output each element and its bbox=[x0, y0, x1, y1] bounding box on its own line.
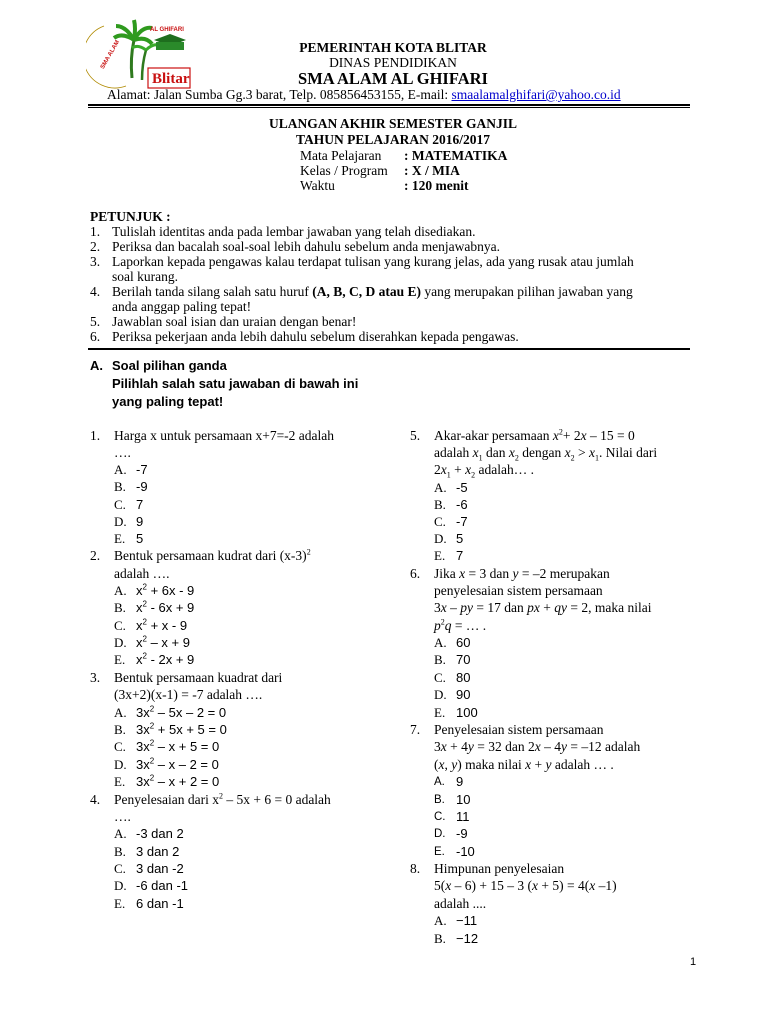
instructions-divider bbox=[88, 348, 690, 350]
question-text-part: Bentuk persamaan kudrat dari (x-3) bbox=[114, 548, 307, 563]
instruction-text bbox=[112, 284, 633, 300]
option-text: 70 bbox=[456, 652, 471, 667]
option-text: 80 bbox=[456, 670, 471, 685]
option-letter[interactable]: E. bbox=[434, 705, 446, 720]
question-text: Jika x = 3 dan y = –2 merupakan bbox=[434, 566, 610, 581]
option-letter[interactable]: A. bbox=[114, 705, 127, 720]
option-letter[interactable]: B. bbox=[434, 497, 446, 512]
option-letter[interactable]: B. bbox=[114, 479, 126, 494]
option-letter[interactable]: C. bbox=[434, 811, 446, 823]
meta-class-label: Kelas / Program bbox=[300, 163, 388, 178]
option-letter[interactable]: B. bbox=[434, 794, 445, 806]
instruction-number: 5. bbox=[90, 314, 101, 329]
header-government: PEMERINTAH KOTA BLITAR bbox=[299, 40, 487, 55]
option-text: 11 bbox=[456, 809, 470, 824]
option-letter[interactable]: E. bbox=[434, 548, 446, 563]
question-number: 7. bbox=[410, 722, 421, 737]
question-number: 4. bbox=[90, 792, 101, 807]
option-text: $x^2 + x - 9$ bbox=[136, 617, 188, 633]
instruction-bold-choices: (A, B, C, D atau E) bbox=[312, 284, 421, 299]
address-text: Alamat: Jalan Sumba Gg.3 barat, Telp. 085856453155, E-mail: bbox=[107, 87, 452, 102]
option-letter[interactable]: A. bbox=[434, 480, 447, 495]
instructions-heading: PETUNJUK : bbox=[90, 209, 171, 224]
option-text: $3x^2 - x - 2 = 0$ bbox=[136, 756, 219, 772]
question-text: Bentuk persamaan kuadrat dari bbox=[114, 670, 283, 685]
option-letter[interactable]: D. bbox=[114, 635, 127, 650]
option-text: 6 dan -1 bbox=[136, 896, 184, 911]
option-letter[interactable]: C. bbox=[114, 739, 126, 754]
header-school-name: SMA ALAM AL GHIFARI bbox=[298, 69, 488, 88]
exam-year: TAHUN PELAJARAN 2016/2017 bbox=[295, 132, 490, 147]
instruction-number: 3. bbox=[90, 254, 101, 269]
option-text: $3x^2 + 5x + 5 = 0$ bbox=[136, 721, 227, 737]
question-text: Penyelesaian dari $x^2 - 5x + 6 = 0$ adalah bbox=[114, 791, 331, 807]
option-letter[interactable]: A. bbox=[434, 635, 447, 650]
header-divider-thin bbox=[88, 107, 690, 108]
option-letter[interactable]: A. bbox=[434, 913, 447, 928]
option-text: −12 bbox=[456, 931, 479, 946]
option-letter[interactable]: E. bbox=[114, 531, 126, 546]
question-text-cont: …. bbox=[114, 809, 131, 824]
meta-time-label: Waktu bbox=[300, 178, 335, 193]
email-link[interactable]: smaalamalghifari@yahoo.co.id bbox=[451, 87, 621, 102]
option-letter[interactable]: D. bbox=[114, 878, 127, 893]
option-text: 7 bbox=[136, 497, 144, 512]
instruction-text: Periksa dan bacalah soal-soal lebih dahulu sebelum anda menjawabnya. bbox=[112, 239, 500, 254]
option-letter[interactable]: D. bbox=[434, 531, 447, 546]
instruction-text: Periksa pekerjaan anda lebih dahulu sebelum diserahkan kepada pengawas. bbox=[112, 329, 519, 344]
option-text: −11 bbox=[456, 913, 478, 928]
meta-subject-value: : MATEMATIKA bbox=[404, 148, 508, 163]
option-text: -6 bbox=[456, 497, 468, 512]
option-letter[interactable]: B. bbox=[434, 652, 446, 667]
question-text-cont: 5(x – 6) + 15 – 3 (x + 5) = 4(x –1) bbox=[434, 878, 617, 893]
question-text-cont: adalah …. bbox=[114, 566, 170, 581]
option-letter[interactable]: E. bbox=[114, 774, 126, 789]
option-text: $x^2 + 6x - 9$ bbox=[136, 582, 195, 598]
instruction-part: Berilah tanda silang salah satu huruf bbox=[112, 284, 313, 299]
question-text-cont: adalah $x_1$ dan $x_2$ dengan $x_2 > x_1$. Nilai dari bbox=[434, 445, 658, 463]
option-letter[interactable]: C. bbox=[114, 861, 126, 876]
meta-class-value: : X / MIA bbox=[404, 163, 460, 178]
option-text: 3 dan -2 bbox=[136, 861, 184, 876]
option-text: 90 bbox=[456, 687, 471, 702]
instruction-number: 6. bbox=[90, 329, 101, 344]
option-letter[interactable]: D. bbox=[114, 514, 127, 529]
question-text: Penyelesaian sistem persamaan bbox=[434, 722, 604, 737]
option-text: 7 bbox=[456, 548, 464, 563]
section-letter: A. bbox=[90, 358, 103, 373]
option-letter[interactable]: E. bbox=[114, 652, 126, 667]
instruction-number: 4. bbox=[90, 284, 101, 299]
option-text: -7 bbox=[456, 514, 468, 529]
option-letter[interactable]: D. bbox=[434, 828, 446, 840]
option-text: $x^2 - 2x + 9$ bbox=[136, 651, 195, 667]
question-number: 6. bbox=[410, 566, 421, 581]
svg-text:AL GHIFARI: AL GHIFARI bbox=[150, 27, 184, 33]
option-text: $x^2 - 6x + 9$ bbox=[136, 599, 195, 615]
question-text bbox=[114, 548, 311, 564]
option-letter[interactable]: C. bbox=[434, 514, 446, 529]
option-text: $x^2 - x + 9$ bbox=[136, 634, 190, 650]
option-text: 5 bbox=[136, 531, 144, 546]
exam-title: ULANGAN AKHIR SEMESTER GANJIL bbox=[269, 116, 517, 131]
section-instruction-cont: yang paling tepat! bbox=[112, 394, 224, 409]
option-letter[interactable]: A. bbox=[114, 826, 127, 841]
section-instruction: Pilihlah salah satu jawaban di bawah ini bbox=[112, 376, 359, 391]
question-number: 5. bbox=[410, 428, 421, 443]
question-number: 3. bbox=[90, 670, 101, 685]
svg-text:Blitar: Blitar bbox=[152, 71, 190, 87]
option-letter[interactable]: D. bbox=[434, 687, 447, 702]
option-text: -7 bbox=[136, 462, 148, 477]
option-letter[interactable]: A. bbox=[114, 462, 127, 477]
section-title: Soal pilihan ganda bbox=[112, 358, 227, 373]
header-address bbox=[107, 87, 621, 103]
option-text: -6 dan -1 bbox=[136, 878, 189, 893]
option-letter[interactable]: B. bbox=[434, 931, 446, 946]
question-number: 2. bbox=[90, 548, 101, 563]
option-letter[interactable]: E. bbox=[114, 896, 126, 911]
option-text: $3x^2 - x + 2 = 0$ bbox=[136, 773, 220, 789]
option-text: -9 bbox=[136, 479, 148, 494]
question-number: 1. bbox=[90, 428, 101, 443]
question-text-cont: 3x – py = 17 dan px + qy = 2, maka nilai bbox=[434, 600, 652, 615]
instruction-text: Laporkan kepada pengawas kalau terdapat tulisan yang kurang jelas, ada yang rusak atau jumlah bbox=[112, 254, 634, 269]
option-text: 9 bbox=[456, 774, 464, 789]
header-department: DINAS PENDIDIKAN bbox=[329, 55, 457, 70]
meta-subject-label: Mata Pelajaran bbox=[300, 148, 382, 163]
question-text-cont: …. bbox=[114, 445, 131, 460]
option-text: -3 dan 2 bbox=[136, 826, 184, 841]
instruction-text: Jawablan soal isian dan uraian dengan benar! bbox=[112, 314, 357, 329]
option-text: 3 dan 2 bbox=[136, 844, 180, 859]
question-number: 8. bbox=[410, 861, 421, 876]
question-text-cont: adalah .... bbox=[434, 896, 487, 911]
option-text: $3x^2 - x + 5 = 0$ bbox=[136, 738, 220, 754]
option-letter[interactable]: B. bbox=[114, 722, 126, 737]
instruction-text: Tulislah identitas anda pada lembar jawaban yang telah disediakan. bbox=[112, 224, 476, 239]
page-number: 1 bbox=[690, 956, 697, 968]
instruction-number: 2. bbox=[90, 239, 101, 254]
option-text: $3x^2 - 5x - 2 = 0$ bbox=[136, 704, 227, 720]
option-text: 5 bbox=[456, 531, 464, 546]
instruction-number: 1. bbox=[90, 224, 101, 239]
question-text: Harga x untuk persamaan x+7=-2 adalah bbox=[114, 428, 335, 443]
option-text: 10 bbox=[456, 792, 471, 807]
option-letter[interactable]: A. bbox=[434, 776, 445, 788]
option-text: -10 bbox=[456, 844, 475, 859]
question-text-cont: (3x+2)(x-1) = -7 adalah …. bbox=[114, 687, 263, 702]
option-text: 9 bbox=[136, 514, 144, 529]
question-text-cont: (x, y) maka nilai x + y adalah … . bbox=[434, 757, 614, 772]
option-letter[interactable]: D. bbox=[114, 757, 127, 772]
exponent: 2 bbox=[306, 547, 311, 557]
question-text-cont: 3x + 4y = 32 dan 2x – 4y = –12 adalah bbox=[434, 739, 641, 754]
header-divider-thick bbox=[88, 104, 690, 106]
question-text: Akar-akar persamaan $x^2+ 2x - 15 = 0$ bbox=[434, 427, 635, 443]
instruction-part: yang merupakan pilihan jawaban yang bbox=[420, 284, 633, 299]
option-letter[interactable]: E. bbox=[434, 846, 445, 858]
svg-text:SMA ALAM: SMA ALAM bbox=[99, 39, 122, 71]
question-text-cont: $2x_1 + x_2$ adalah… . bbox=[434, 462, 534, 480]
option-letter[interactable]: C. bbox=[114, 618, 126, 633]
question-text-cont: penyelesaian sistem persamaan bbox=[434, 583, 603, 598]
instruction-text-cont: soal kurang. bbox=[112, 269, 178, 284]
option-text: -5 bbox=[456, 480, 468, 495]
option-text: 100 bbox=[456, 705, 478, 720]
option-text: -9 bbox=[456, 826, 468, 841]
option-text: 60 bbox=[456, 635, 471, 650]
option-letter[interactable]: A. bbox=[114, 583, 127, 598]
option-letter[interactable]: B. bbox=[114, 600, 126, 615]
option-letter[interactable]: B. bbox=[114, 844, 126, 859]
meta-time-value: : 120 menit bbox=[404, 178, 469, 193]
question-text: Himpunan penyelesaian bbox=[434, 861, 565, 876]
option-letter[interactable]: C. bbox=[114, 497, 126, 512]
instruction-text-cont: anda anggap paling tepat! bbox=[112, 299, 252, 314]
question-text-cont: $p^2q$ = … . bbox=[434, 617, 487, 633]
option-letter[interactable]: C. bbox=[434, 670, 446, 685]
